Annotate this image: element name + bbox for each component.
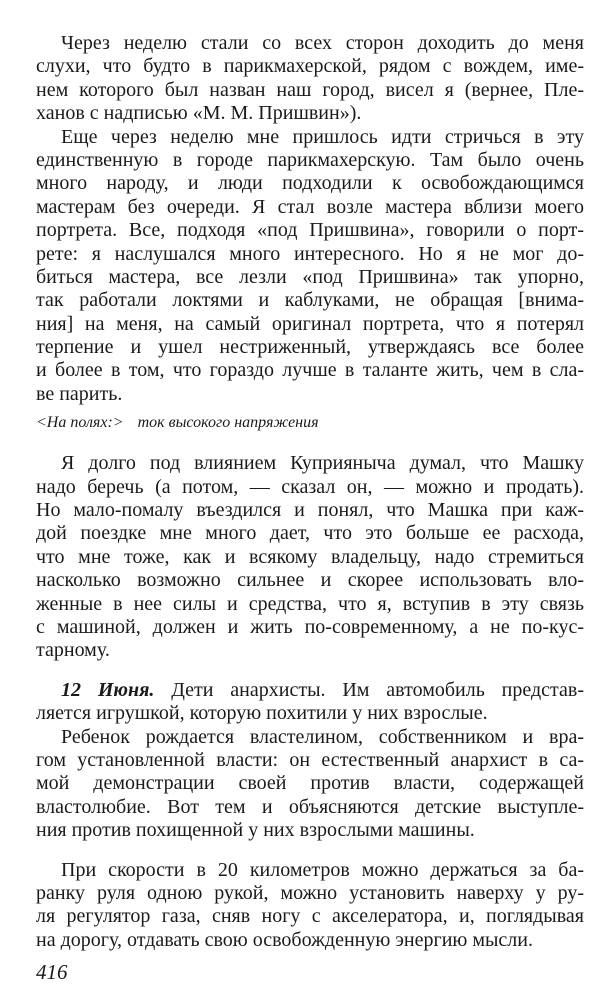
text-line: Через неделю стали со всех сторон доходить до меня	[61, 32, 584, 54]
text-line: насколько возможно сильнее и скорее использовать вло-	[36, 569, 584, 592]
text-line: мастерам без очереди. Я стал возле мастера вблизи моего	[36, 195, 584, 218]
page-number: 416	[36, 960, 68, 984]
text-line: что мне тоже, как и всякому владельцу, надо стремиться	[36, 545, 584, 568]
text-line: много народу, и люди подходили к освобождающимся	[36, 172, 584, 195]
margin-note-label: <На полях:>	[36, 414, 124, 432]
text-line: ве парить.	[36, 382, 123, 405]
text-line: рете: я наслушался много интересного. Но я не мог до-	[36, 242, 584, 265]
text-line: нем которого был назван наш город, висел я (вернее, Пле-	[36, 78, 584, 101]
text-line: так работали локтями и каблуками, не обращая [внима-	[36, 289, 584, 312]
text-line: биться мастера, все лезли «под Пришвина» так упорно,	[36, 265, 584, 288]
text-line: надо беречь (а потом, — сказал он, — можно и продать).	[36, 475, 584, 498]
text-line: ля регулятор газа, сняв ногу с акселератора, и, поглядывая	[36, 905, 584, 928]
paragraph-barbershop	[36, 126, 584, 407]
text-line: Ребенок рождается властелином, собственником и вра-	[61, 725, 584, 748]
text-line: дой поездке мне много дает, что это больше ее расхода,	[36, 522, 584, 545]
text-line: ния] на меня, на самый оригинал портрета, что я потерял	[36, 312, 584, 335]
section-gap	[36, 663, 584, 679]
paragraph-speed	[36, 859, 584, 953]
text-line: гом установленной власти: он естественный анархист в са-	[36, 748, 584, 771]
text-line: Но мало-помалу въездился и понял, что Машка при каж-	[36, 499, 584, 522]
text-line: с машиной, должен и жить по-современному, а не по-кус-	[36, 615, 584, 638]
text-line: мой демонстрации своей против власти, содержащей	[36, 772, 584, 795]
text-line: властолюбие. Вот тем и объясняются детские выступле-	[36, 795, 584, 818]
entry-date: 12 Июня.	[61, 678, 155, 701]
paragraph-mashka	[36, 452, 584, 663]
margin-note-text: ток высокого напряжения	[137, 414, 319, 432]
section-gap	[36, 843, 584, 859]
text-line: и более в том, что гораздо лучше в таланте жить, чем в сла-	[36, 359, 584, 382]
book-page	[36, 32, 584, 952]
text-line: единственную в городе парикмахерскую. Там было очень	[36, 148, 584, 171]
text-line: ханов с надписью «М. М. Пришвин»).	[36, 102, 362, 125]
text-line: слухи, что будто в парикмахерской, рядом с вождем, име-	[36, 55, 584, 78]
text-line: на дорогу, отдавать свою освобожденную энергию мысли.	[36, 928, 533, 951]
text-line: терпение и ушел нестриженный, утверждаясь все более	[36, 336, 584, 359]
diary-entry	[36, 679, 584, 726]
margin-note	[36, 412, 584, 434]
text-line: Я долго под влиянием Куприяныча думал, что Машку	[61, 452, 584, 475]
paragraph-rumors	[36, 32, 584, 126]
paragraph-child	[36, 726, 584, 843]
text-line: портрета. Все, подходя «под Пришвина», говорили о порт-	[36, 219, 584, 242]
text-line: При скорости в 20 километров можно держаться за ба-	[61, 858, 584, 881]
text-line: тарному.	[36, 639, 110, 662]
text-line: ния против похищенной у них взрослыми машины.	[36, 819, 475, 842]
entry-first-line: Дети анархисты. Им автомобиль представ-	[154, 678, 584, 701]
text-line: ранку руля одною рукой, можно установить наверху у ру-	[36, 881, 584, 904]
text-line: ляется игрушкой, которую похитили у них взрослые.	[36, 702, 488, 725]
text-line	[36, 679, 584, 702]
text-line: Еще через неделю мне пришлось идти стричься в эту	[61, 125, 584, 148]
text-line: женные в нее силы и средства, что я, вступив в эту связь	[36, 592, 584, 615]
